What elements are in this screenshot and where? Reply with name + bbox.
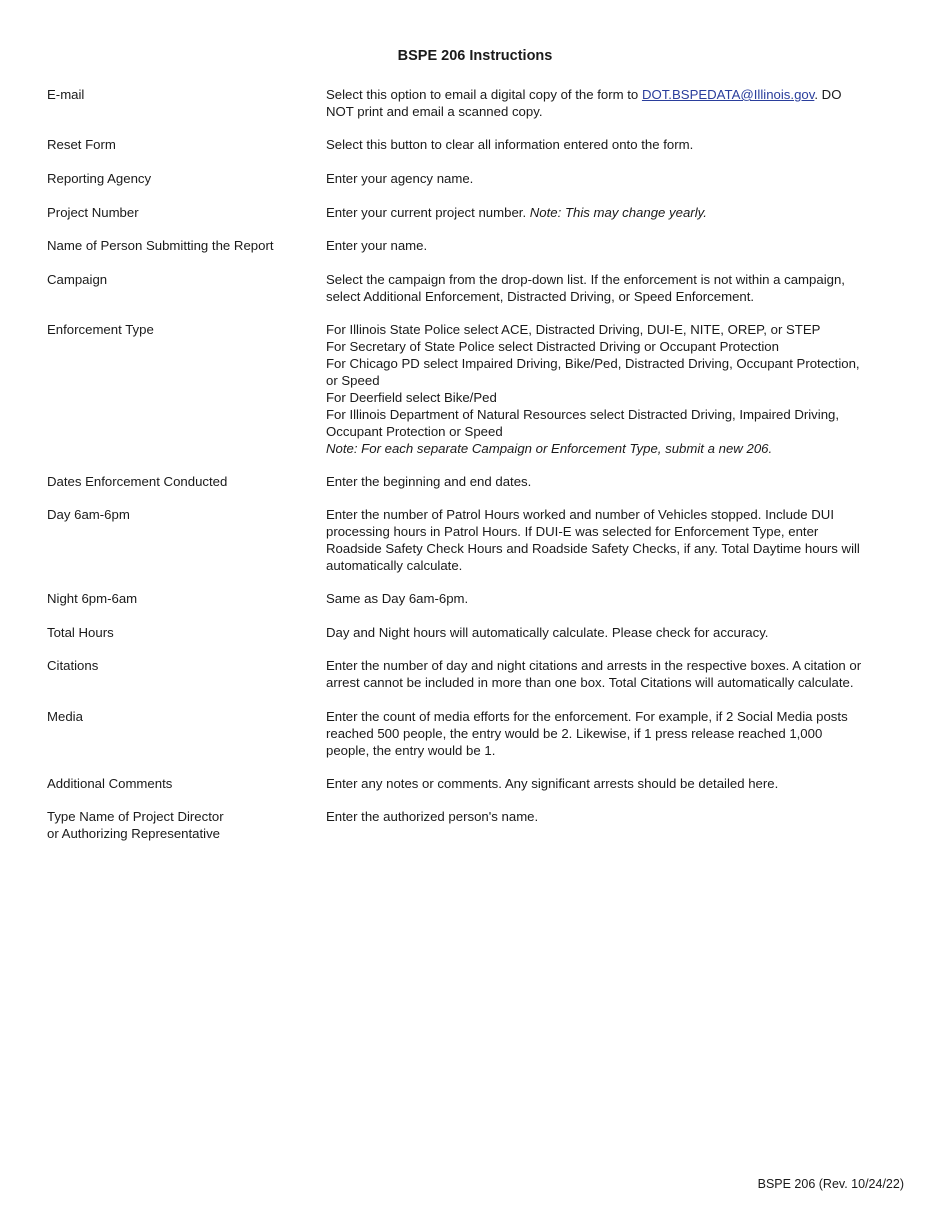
description-line: Select this button to clear all information entered onto the form. <box>326 137 694 152</box>
row-label <box>47 473 326 490</box>
description-line <box>326 86 904 103</box>
description-line: For Chicago PD select Impaired Driving, Bike/Ped, Distracted Driving, Occupant Protection, <box>326 356 860 371</box>
row-label <box>47 775 326 792</box>
description-line: Enter your agency name. <box>326 171 474 186</box>
label-line: Additional Comments <box>47 776 173 791</box>
label-line: Enforcement Type <box>47 322 154 337</box>
description-line: Occupant Protection or Speed <box>326 424 503 439</box>
label-line: Media <box>47 709 83 724</box>
description-line: Day and Night hours will automatically calculate. Please check for accuracy. <box>326 625 769 640</box>
description-text: Enter your current project number. <box>326 205 530 220</box>
description-line <box>326 204 904 221</box>
description-text: . DO <box>814 87 842 102</box>
description-line: NOT print and email a scanned copy. <box>326 104 543 119</box>
row-label <box>47 271 326 305</box>
row-label <box>47 321 326 457</box>
row-description <box>326 657 904 691</box>
label-line: Name of Person Submitting the Report <box>47 238 274 253</box>
instruction-row-night <box>47 590 907 607</box>
instruction-row-total-hours <box>47 624 907 641</box>
label-line: Citations <box>47 658 99 673</box>
label-line: Reset Form <box>47 137 116 152</box>
description-line: automatically calculate. <box>326 558 463 573</box>
instruction-row-campaign <box>47 271 907 305</box>
row-label <box>47 237 326 254</box>
instruction-row-project-number <box>47 204 907 221</box>
label-line: Campaign <box>47 272 108 287</box>
row-description <box>326 808 904 842</box>
instructions-list <box>47 86 907 842</box>
instruction-row-media <box>47 708 907 759</box>
row-label <box>47 136 326 153</box>
description-line: Enter the count of media efforts for the enforcement. For example, if 2 Social Media posts <box>326 709 848 724</box>
description-line: people, the entry would be 1. <box>326 743 496 758</box>
row-description <box>326 624 904 641</box>
label-line: Project Number <box>47 205 139 220</box>
description-line: For Illinois State Police select ACE, Distracted Driving, DUI-E, NITE, OREP, or STEP <box>326 322 821 337</box>
label-line: or Authorizing Representative <box>47 826 221 841</box>
description-line: Same as Day 6am-6pm. <box>326 591 469 606</box>
row-label <box>47 708 326 759</box>
row-description <box>326 170 904 187</box>
row-description <box>326 473 904 490</box>
description-line: Enter your name. <box>326 238 428 253</box>
description-line: Enter the number of day and night citations and arrests in the respective boxes. A citation or <box>326 658 862 673</box>
row-description <box>326 775 904 792</box>
instruction-row-citations <box>47 657 907 691</box>
description-line: Select the campaign from the drop-down list. If the enforcement is not within a campaign, <box>326 272 845 287</box>
instruction-row-project-director <box>47 808 907 842</box>
instruction-row-reporting-agency <box>47 170 907 187</box>
row-label <box>47 624 326 641</box>
instruction-row-day <box>47 506 907 574</box>
description-line: Enter the beginning and end dates. <box>326 474 532 489</box>
row-label <box>47 86 326 120</box>
row-description <box>326 86 904 120</box>
description-note: Note: This may change yearly. <box>529 205 707 220</box>
label-line: Dates Enforcement Conducted <box>47 474 228 489</box>
label-line: Total Hours <box>47 625 114 640</box>
instruction-row-enforcement-type <box>47 321 907 457</box>
row-label <box>47 808 326 842</box>
row-description <box>326 271 904 305</box>
description-note: Note: For each separate Campaign or Enforcement Type, submit a new 206. <box>326 441 773 456</box>
description-line: or Speed <box>326 373 380 388</box>
description-line: arrest cannot be included in more than one box. Total Citations will automatically calculate. <box>326 675 854 690</box>
description-line: Enter any notes or comments. Any significant arrests should be detailed here. <box>326 776 779 791</box>
instruction-row-email <box>47 86 907 120</box>
description-line: For Illinois Department of Natural Resources select Distracted Driving, Impaired Driving, <box>326 407 840 422</box>
description-line: select Additional Enforcement, Distracted Driving, or Speed Enforcement. <box>326 289 755 304</box>
row-description <box>326 321 904 457</box>
label-line: Night 6pm-6am <box>47 591 138 606</box>
description-line: For Deerfield select Bike/Ped <box>326 390 497 405</box>
description-line: Enter the authorized person's name. <box>326 809 539 824</box>
instruction-row-dates <box>47 473 907 490</box>
description-line: reached 500 people, the entry would be 2. Likewise, if 1 press release reached 1,000 <box>326 726 823 741</box>
description-line: For Secretary of State Police select Distracted Driving or Occupant Protection <box>326 339 779 354</box>
form-revision-footer: BSPE 206 (Rev. 10/24/22) <box>757 1177 904 1191</box>
row-description <box>326 590 904 607</box>
label-line: Day 6am-6pm <box>47 507 130 522</box>
row-label <box>47 657 326 691</box>
label-line: E-mail <box>47 87 85 102</box>
row-label <box>47 204 326 221</box>
row-description <box>326 204 904 221</box>
label-line: Type Name of Project Director <box>47 809 224 824</box>
description-line: processing hours in Patrol Hours. If DUI-E was selected for Enforcement Type, enter <box>326 524 819 539</box>
label-line: Reporting Agency <box>47 171 152 186</box>
row-description <box>326 506 904 574</box>
instruction-row-reset-form <box>47 136 907 153</box>
row-description <box>326 708 904 759</box>
row-label <box>47 170 326 187</box>
row-label <box>47 506 326 574</box>
description-text: Select this option to email a digital copy of the form to <box>326 87 642 102</box>
page-title: BSPE 206 Instructions <box>397 48 553 64</box>
email-link[interactable]: DOT.BSPEDATA@Illinois.gov <box>641 87 815 102</box>
instruction-row-additional-comments <box>47 775 907 792</box>
row-description <box>326 237 904 254</box>
row-description <box>326 136 904 153</box>
row-label <box>47 590 326 607</box>
instruction-row-submitter-name <box>47 237 907 254</box>
description-line: Enter the number of Patrol Hours worked and number of Vehicles stopped. Include DUI <box>326 507 834 522</box>
description-line: Roadside Safety Check Hours and Roadside Safety Checks, if any. Total Daytime hours will <box>326 541 860 556</box>
